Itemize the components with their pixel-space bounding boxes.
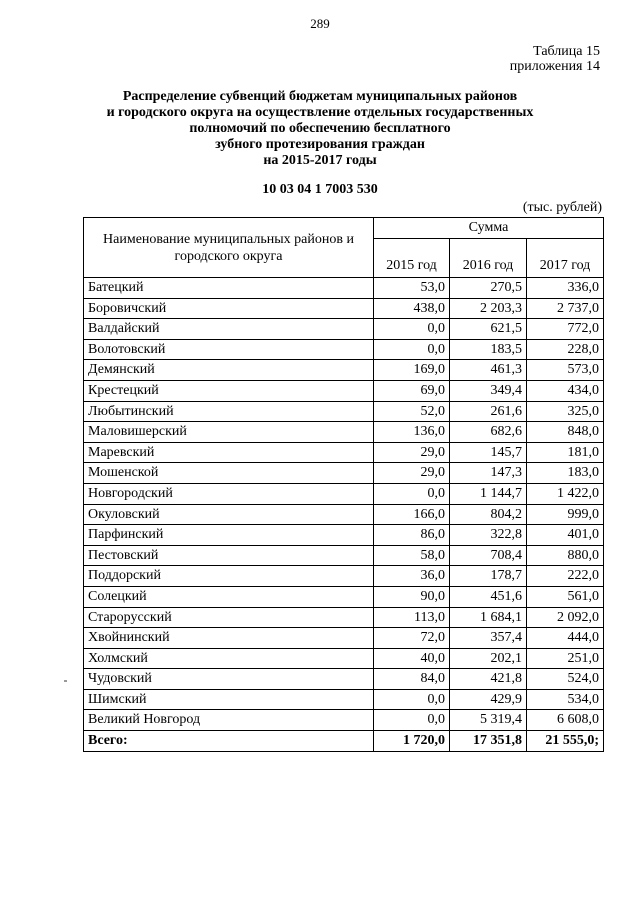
value-2015: 438,0 [374,298,450,319]
value-2016: 5 319,4 [450,710,527,731]
value-2016: 183,5 [450,339,527,360]
value-2015: 113,0 [374,607,450,628]
title-line: Распределение субвенций бюджетам муниципальных районов [122,89,518,104]
value-2015: 0,0 [374,689,450,710]
district-name: Чудовский [84,669,374,690]
table-caption-line2: приложения 14 [509,59,600,74]
value-2016: 357,4 [450,628,527,649]
table-row [84,380,604,401]
total-row [84,731,604,752]
district-name: Великий Новгород [84,710,374,731]
value-2017: 524,0 [527,669,604,690]
value-2017: 325,0 [527,401,604,422]
title-line: полномочий по обеспечению бесплатного [189,121,451,136]
value-2016: 429,9 [450,689,527,710]
district-name: Шимский [84,689,374,710]
district-name: Хвойнинский [84,628,374,649]
table-row [84,566,604,587]
district-name: Маловишерский [84,422,374,443]
value-2015: 36,0 [374,566,450,587]
value-2017: 434,0 [527,380,604,401]
value-2016: 145,7 [450,442,527,463]
district-name: Валдайский [84,319,374,340]
value-2015: 53,0 [374,278,450,299]
table-row [84,422,604,443]
table-row [84,463,604,484]
district-name: Крестецкий [84,380,374,401]
value-2016: 270,5 [450,278,527,299]
district-name: Пестовский [84,545,374,566]
units-label: (тыс. рублей) [522,200,602,215]
value-2015: 84,0 [374,669,450,690]
value-2017: 222,0 [527,566,604,587]
table-row [84,525,604,546]
table-row [84,319,604,340]
table-row [84,442,604,463]
header-year-2015: 2015 год [374,239,450,278]
district-name: Боровичский [84,298,374,319]
value-2017: 1 422,0 [527,483,604,504]
value-2016: 621,5 [450,319,527,340]
total-label: Всего: [84,731,374,752]
value-2017: 999,0 [527,504,604,525]
value-2016: 708,4 [450,545,527,566]
value-2017: 181,0 [527,442,604,463]
value-2017: 2 737,0 [527,298,604,319]
table-row [84,278,604,299]
value-2016: 804,2 [450,504,527,525]
value-2015: 29,0 [374,463,450,484]
budget-code: 10 03 04 1 7003 530 [262,182,378,197]
value-2016: 261,6 [450,401,527,422]
value-2015: 0,0 [374,483,450,504]
district-name: Окуловский [84,504,374,525]
table-row [84,689,604,710]
table-row [84,298,604,319]
value-2016: 2 203,3 [450,298,527,319]
header-sum: Сумма [374,218,604,239]
value-2017: 534,0 [527,689,604,710]
table-row [84,710,604,731]
document-title [60,89,580,169]
header-year-2016: 2016 год [450,239,527,278]
value-2017: 6 608,0 [527,710,604,731]
margin-mark [64,680,67,682]
table-row [84,648,604,669]
value-2015: 0,0 [374,339,450,360]
value-2017: 848,0 [527,422,604,443]
value-2017: 401,0 [527,525,604,546]
table-row [84,360,604,381]
district-name: Старорусский [84,607,374,628]
value-2015: 0,0 [374,319,450,340]
table-row [84,504,604,525]
district-name: Батецкий [84,278,374,299]
total-2015: 1 720,0 [374,731,450,752]
value-2017: 573,0 [527,360,604,381]
value-2016: 461,3 [450,360,527,381]
value-2017: 183,0 [527,463,604,484]
table-row [84,607,604,628]
value-2017: 444,0 [527,628,604,649]
value-2016: 322,8 [450,525,527,546]
subvention-table [83,217,604,752]
value-2015: 169,0 [374,360,450,381]
value-2015: 86,0 [374,525,450,546]
value-2017: 251,0 [527,648,604,669]
table-body [84,278,604,731]
district-name: Парфинский [84,525,374,546]
table-caption-line1: Таблица 15 [533,44,600,59]
value-2017: 336,0 [527,278,604,299]
value-2015: 0,0 [374,710,450,731]
table-row [84,669,604,690]
title-line: и городского округа на осуществление отдельных государственных [106,105,534,120]
value-2017: 561,0 [527,586,604,607]
header-name: Наименование муниципальных районов и городского округа [84,218,374,278]
value-2015: 52,0 [374,401,450,422]
table-row [84,628,604,649]
district-name: Любытинский [84,401,374,422]
total-2017: 21 555,0; [527,731,604,752]
value-2015: 29,0 [374,442,450,463]
value-2015: 166,0 [374,504,450,525]
value-2015: 136,0 [374,422,450,443]
value-2016: 147,3 [450,463,527,484]
value-2015: 40,0 [374,648,450,669]
district-name: Маревский [84,442,374,463]
value-2016: 202,1 [450,648,527,669]
title-line: на 2015-2017 годы [263,153,377,168]
value-2015: 90,0 [374,586,450,607]
title-line: зубного протезирования граждан [215,137,425,152]
value-2016: 178,7 [450,566,527,587]
district-name: Новгородский [84,483,374,504]
value-2017: 880,0 [527,545,604,566]
value-2015: 69,0 [374,380,450,401]
district-name: Демянский [84,360,374,381]
district-name: Поддорский [84,566,374,587]
district-name: Холмский [84,648,374,669]
table-row [84,401,604,422]
total-2016: 17 351,8 [450,731,527,752]
district-name: Солецкий [84,586,374,607]
value-2016: 1 144,7 [450,483,527,504]
value-2017: 228,0 [527,339,604,360]
table-row [84,483,604,504]
value-2016: 682,6 [450,422,527,443]
value-2015: 72,0 [374,628,450,649]
table-row [84,586,604,607]
value-2016: 421,8 [450,669,527,690]
header-year-2017: 2017 год [527,239,604,278]
table-row [84,545,604,566]
page-number: 289 [310,16,330,31]
district-name: Мошенской [84,463,374,484]
value-2016: 451,6 [450,586,527,607]
value-2017: 772,0 [527,319,604,340]
value-2015: 58,0 [374,545,450,566]
value-2016: 1 684,1 [450,607,527,628]
value-2017: 2 092,0 [527,607,604,628]
district-name: Волотовский [84,339,374,360]
table-row [84,339,604,360]
value-2016: 349,4 [450,380,527,401]
